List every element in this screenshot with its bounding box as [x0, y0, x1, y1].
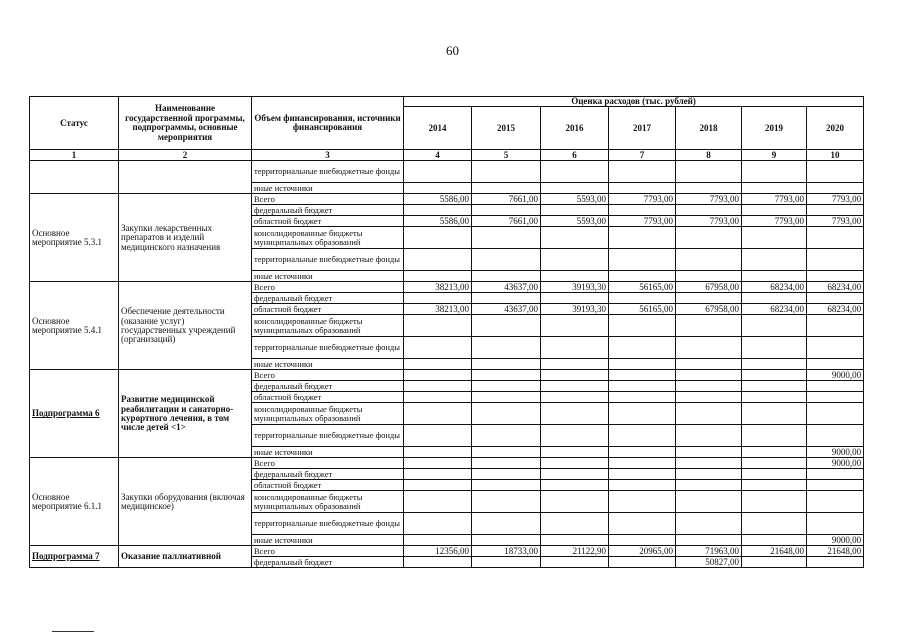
value-cell	[676, 359, 742, 370]
value-cell: 7793,00	[742, 194, 807, 205]
value-cell	[541, 359, 609, 370]
value-cell	[472, 205, 541, 216]
value-cell	[541, 381, 609, 392]
value-cell	[404, 491, 472, 513]
value-cell	[609, 359, 676, 370]
value-cell	[807, 469, 864, 480]
value-cell	[472, 161, 541, 183]
year-header: 2015	[472, 107, 541, 150]
value-cell: 7793,00	[609, 194, 676, 205]
value-cell	[676, 392, 742, 403]
source-cell: Всего	[252, 458, 404, 469]
value-cell: 38213,00	[404, 304, 472, 315]
name-cell: Закупки оборудования (включая медицинское)	[119, 458, 252, 546]
value-cell: 5586,00	[404, 194, 472, 205]
value-cell	[541, 403, 609, 425]
value-cell	[472, 337, 541, 359]
source-cell: Всего	[252, 194, 404, 205]
value-cell	[676, 381, 742, 392]
value-cell	[404, 183, 472, 194]
value-cell: 9000,00	[807, 370, 864, 381]
value-cell	[807, 359, 864, 370]
value-cell	[404, 359, 472, 370]
value-cell	[609, 249, 676, 271]
year-header: 2020	[807, 107, 864, 150]
source-cell: территориальные внебюджетные фонды	[252, 249, 404, 271]
value-cell	[676, 491, 742, 513]
status-cell: Подпрограмма 7	[30, 546, 119, 568]
value-cell	[742, 425, 807, 447]
value-cell	[807, 392, 864, 403]
source-cell: консолидированные бюджеты муниципальных образований	[252, 315, 404, 337]
value-cell	[472, 458, 541, 469]
value-cell: 71963,00	[676, 546, 742, 557]
source-cell: областной бюджет	[252, 216, 404, 227]
value-cell: 68234,00	[807, 282, 864, 293]
value-cell	[807, 271, 864, 282]
value-cell	[541, 315, 609, 337]
value-cell	[472, 447, 541, 458]
value-cell	[541, 249, 609, 271]
value-cell: 9000,00	[807, 535, 864, 546]
value-cell: 68234,00	[742, 282, 807, 293]
value-cell	[676, 370, 742, 381]
value-cell: 38213,00	[404, 282, 472, 293]
financing-header: Объем финансирования, источники финансирования	[252, 97, 404, 150]
value-cell	[541, 491, 609, 513]
value-cell	[404, 557, 472, 568]
value-cell	[742, 337, 807, 359]
value-cell	[404, 392, 472, 403]
value-cell: 67958,00	[676, 282, 742, 293]
value-cell	[472, 183, 541, 194]
value-cell	[742, 293, 807, 304]
value-cell	[609, 425, 676, 447]
status-cell: Основное мероприятие 5.3.1	[30, 194, 119, 282]
value-cell	[807, 161, 864, 183]
value-cell	[742, 161, 807, 183]
source-cell: федеральный бюджет	[252, 293, 404, 304]
column-number: 4	[404, 150, 472, 161]
value-cell	[807, 491, 864, 513]
value-cell	[404, 447, 472, 458]
value-cell	[541, 161, 609, 183]
estimate-header: Оценка расходов (тыс. рублей)	[404, 97, 864, 107]
value-cell	[609, 513, 676, 535]
value-cell	[676, 315, 742, 337]
year-header: 2018	[676, 107, 742, 150]
source-cell: территориальные внебюджетные фонды	[252, 513, 404, 535]
value-cell: 56165,00	[609, 282, 676, 293]
value-cell	[807, 205, 864, 216]
value-cell	[676, 469, 742, 480]
value-cell: 21122,90	[541, 546, 609, 557]
column-number: 3	[252, 150, 404, 161]
value-cell	[609, 403, 676, 425]
value-cell: 43637,00	[472, 282, 541, 293]
value-cell	[676, 425, 742, 447]
value-cell	[541, 337, 609, 359]
value-cell	[404, 337, 472, 359]
value-cell	[807, 293, 864, 304]
value-cell	[404, 271, 472, 282]
value-cell	[742, 535, 807, 546]
value-cell	[676, 535, 742, 546]
value-cell	[541, 458, 609, 469]
value-cell	[609, 458, 676, 469]
value-cell	[404, 480, 472, 491]
value-cell	[676, 183, 742, 194]
value-cell: 7793,00	[609, 216, 676, 227]
source-cell: иные источники	[252, 447, 404, 458]
column-number: 6	[541, 150, 609, 161]
value-cell	[472, 381, 541, 392]
column-number: 1	[30, 150, 119, 161]
status-cell: Основное мероприятие 5.4.1	[30, 282, 119, 370]
value-cell: 9000,00	[807, 458, 864, 469]
source-cell: Всего	[252, 282, 404, 293]
source-cell: Всего	[252, 546, 404, 557]
value-cell	[609, 271, 676, 282]
value-cell	[609, 293, 676, 304]
value-cell	[541, 469, 609, 480]
value-cell	[404, 315, 472, 337]
value-cell	[742, 491, 807, 513]
value-cell	[472, 370, 541, 381]
value-cell	[404, 249, 472, 271]
value-cell	[676, 161, 742, 183]
value-cell	[742, 480, 807, 491]
value-cell: 7661,00	[472, 216, 541, 227]
value-cell	[541, 392, 609, 403]
value-cell	[404, 161, 472, 183]
value-cell: 43637,00	[472, 304, 541, 315]
source-cell: иные источники	[252, 359, 404, 370]
value-cell	[541, 480, 609, 491]
value-cell	[609, 183, 676, 194]
value-cell	[742, 557, 807, 568]
value-cell	[676, 513, 742, 535]
table-row	[30, 458, 864, 469]
value-cell: 7661,00	[472, 194, 541, 205]
value-cell	[404, 458, 472, 469]
value-cell: 50827,00	[676, 557, 742, 568]
value-cell	[676, 271, 742, 282]
value-cell	[472, 480, 541, 491]
value-cell	[609, 381, 676, 392]
table-row	[30, 370, 864, 381]
value-cell	[541, 293, 609, 304]
value-cell	[676, 249, 742, 271]
value-cell	[609, 480, 676, 491]
year-header: 2016	[541, 107, 609, 150]
value-cell	[807, 513, 864, 535]
page-number: 60	[446, 43, 459, 58]
value-cell: 7793,00	[676, 194, 742, 205]
source-cell: Всего	[252, 370, 404, 381]
value-cell	[676, 447, 742, 458]
source-cell: иные источники	[252, 535, 404, 546]
source-cell: территориальные внебюджетные фонды	[252, 161, 404, 183]
value-cell	[541, 447, 609, 458]
value-cell	[541, 227, 609, 249]
source-cell: территориальные внебюджетные фонды	[252, 337, 404, 359]
value-cell	[404, 381, 472, 392]
source-cell: федеральный бюджет	[252, 205, 404, 216]
value-cell: 5593,00	[541, 216, 609, 227]
name-cell: Оказание паллиативной	[119, 546, 252, 568]
value-cell	[676, 337, 742, 359]
value-cell	[609, 205, 676, 216]
value-cell: 7793,00	[676, 216, 742, 227]
value-cell	[541, 271, 609, 282]
value-cell	[404, 535, 472, 546]
value-cell	[472, 513, 541, 535]
value-cell	[807, 337, 864, 359]
value-cell: 7793,00	[807, 194, 864, 205]
table-row	[30, 161, 864, 183]
value-cell	[742, 249, 807, 271]
column-number: 2	[119, 150, 252, 161]
source-cell: федеральный бюджет	[252, 469, 404, 480]
value-cell	[742, 227, 807, 249]
value-cell	[742, 315, 807, 337]
value-cell: 68234,00	[742, 304, 807, 315]
column-number: 7	[609, 150, 676, 161]
value-cell	[404, 370, 472, 381]
source-cell: иные источники	[252, 271, 404, 282]
value-cell: 39193,30	[541, 282, 609, 293]
value-cell	[404, 293, 472, 304]
value-cell	[541, 535, 609, 546]
name-cell: Закупки лекарственных препаратов и изделий медицинского назначения	[119, 194, 252, 282]
value-cell	[742, 447, 807, 458]
table-row	[30, 546, 864, 557]
value-cell: 21648,00	[807, 546, 864, 557]
column-number: 5	[472, 150, 541, 161]
value-cell	[742, 205, 807, 216]
value-cell	[404, 513, 472, 535]
column-number: 9	[742, 150, 807, 161]
value-cell: 5593,00	[541, 194, 609, 205]
value-cell	[609, 161, 676, 183]
name-header: Наименование государственной программы, подпрограммы, основные мероприятия	[119, 97, 252, 150]
source-cell: федеральный бюджет	[252, 557, 404, 568]
source-cell: иные источники	[252, 183, 404, 194]
value-cell	[742, 513, 807, 535]
value-cell	[807, 381, 864, 392]
value-cell	[404, 205, 472, 216]
value-cell	[609, 392, 676, 403]
value-cell	[404, 403, 472, 425]
value-cell	[609, 447, 676, 458]
value-cell	[807, 249, 864, 271]
value-cell	[807, 557, 864, 568]
value-cell	[807, 480, 864, 491]
value-cell	[404, 425, 472, 447]
value-cell	[609, 370, 676, 381]
source-cell: федеральный бюджет	[252, 381, 404, 392]
value-cell	[807, 403, 864, 425]
value-cell	[541, 425, 609, 447]
year-header: 2014	[404, 107, 472, 150]
value-cell	[472, 469, 541, 480]
source-cell: областной бюджет	[252, 480, 404, 491]
source-cell: областной бюджет	[252, 304, 404, 315]
value-cell	[676, 205, 742, 216]
value-cell	[676, 480, 742, 491]
name-cell: Развитие медицинской реабилитации и санаторно-курортного лечения, в том числе детей <1>	[119, 370, 252, 458]
value-cell	[609, 337, 676, 359]
value-cell	[472, 535, 541, 546]
value-cell: 39193,30	[541, 304, 609, 315]
year-header: 2019	[742, 107, 807, 150]
value-cell: 20965,00	[609, 546, 676, 557]
value-cell: 7793,00	[742, 216, 807, 227]
value-cell	[541, 513, 609, 535]
table-row	[30, 282, 864, 293]
column-number: 10	[807, 150, 864, 161]
value-cell	[742, 403, 807, 425]
value-cell	[807, 227, 864, 249]
value-cell	[742, 271, 807, 282]
budget-table	[29, 96, 864, 568]
value-cell	[676, 403, 742, 425]
value-cell	[472, 491, 541, 513]
status-cell	[30, 161, 119, 194]
value-cell	[609, 315, 676, 337]
value-cell	[807, 425, 864, 447]
value-cell	[742, 458, 807, 469]
value-cell: 56165,00	[609, 304, 676, 315]
value-cell	[742, 370, 807, 381]
source-cell: консолидированные бюджеты муниципальных образований	[252, 403, 404, 425]
value-cell: 5586,00	[404, 216, 472, 227]
value-cell	[609, 557, 676, 568]
value-cell	[742, 183, 807, 194]
value-cell: 18733,00	[472, 546, 541, 557]
value-cell	[609, 535, 676, 546]
source-cell: консолидированные бюджеты муниципальных образований	[252, 227, 404, 249]
year-header: 2017	[609, 107, 676, 150]
value-cell	[472, 227, 541, 249]
value-cell	[742, 469, 807, 480]
status-cell: Основное мероприятие 6.1.1	[30, 458, 119, 546]
value-cell	[404, 469, 472, 480]
value-cell	[541, 557, 609, 568]
value-cell	[742, 359, 807, 370]
source-cell: областной бюджет	[252, 392, 404, 403]
value-cell	[742, 381, 807, 392]
value-cell	[541, 205, 609, 216]
value-cell	[807, 315, 864, 337]
source-cell: территориальные внебюджетные фонды	[252, 425, 404, 447]
value-cell	[676, 227, 742, 249]
value-cell	[541, 370, 609, 381]
value-cell	[541, 183, 609, 194]
value-cell: 68234,00	[807, 304, 864, 315]
footer-line	[52, 631, 94, 632]
value-cell	[742, 392, 807, 403]
value-cell	[472, 403, 541, 425]
value-cell	[472, 271, 541, 282]
value-cell: 12356,00	[404, 546, 472, 557]
value-cell	[676, 458, 742, 469]
status-cell: Подпрограмма 6	[30, 370, 119, 458]
value-cell	[472, 392, 541, 403]
status-header: Статус	[30, 97, 119, 150]
value-cell: 9000,00	[807, 447, 864, 458]
value-cell	[472, 425, 541, 447]
source-cell: консолидированные бюджеты муниципальных образований	[252, 491, 404, 513]
value-cell	[472, 249, 541, 271]
value-cell	[807, 183, 864, 194]
value-cell	[472, 359, 541, 370]
value-cell	[609, 227, 676, 249]
value-cell	[472, 557, 541, 568]
value-cell: 67958,00	[676, 304, 742, 315]
value-cell	[609, 469, 676, 480]
column-number: 8	[676, 150, 742, 161]
value-cell	[404, 227, 472, 249]
value-cell	[472, 315, 541, 337]
name-cell	[119, 161, 252, 194]
value-cell	[609, 491, 676, 513]
table-row	[30, 194, 864, 205]
value-cell: 21648,00	[742, 546, 807, 557]
value-cell: 7793,00	[807, 216, 864, 227]
value-cell	[676, 293, 742, 304]
name-cell: Обеспечение деятельности (оказание услуг) государственных учреждений (организаций)	[119, 282, 252, 370]
value-cell	[472, 293, 541, 304]
